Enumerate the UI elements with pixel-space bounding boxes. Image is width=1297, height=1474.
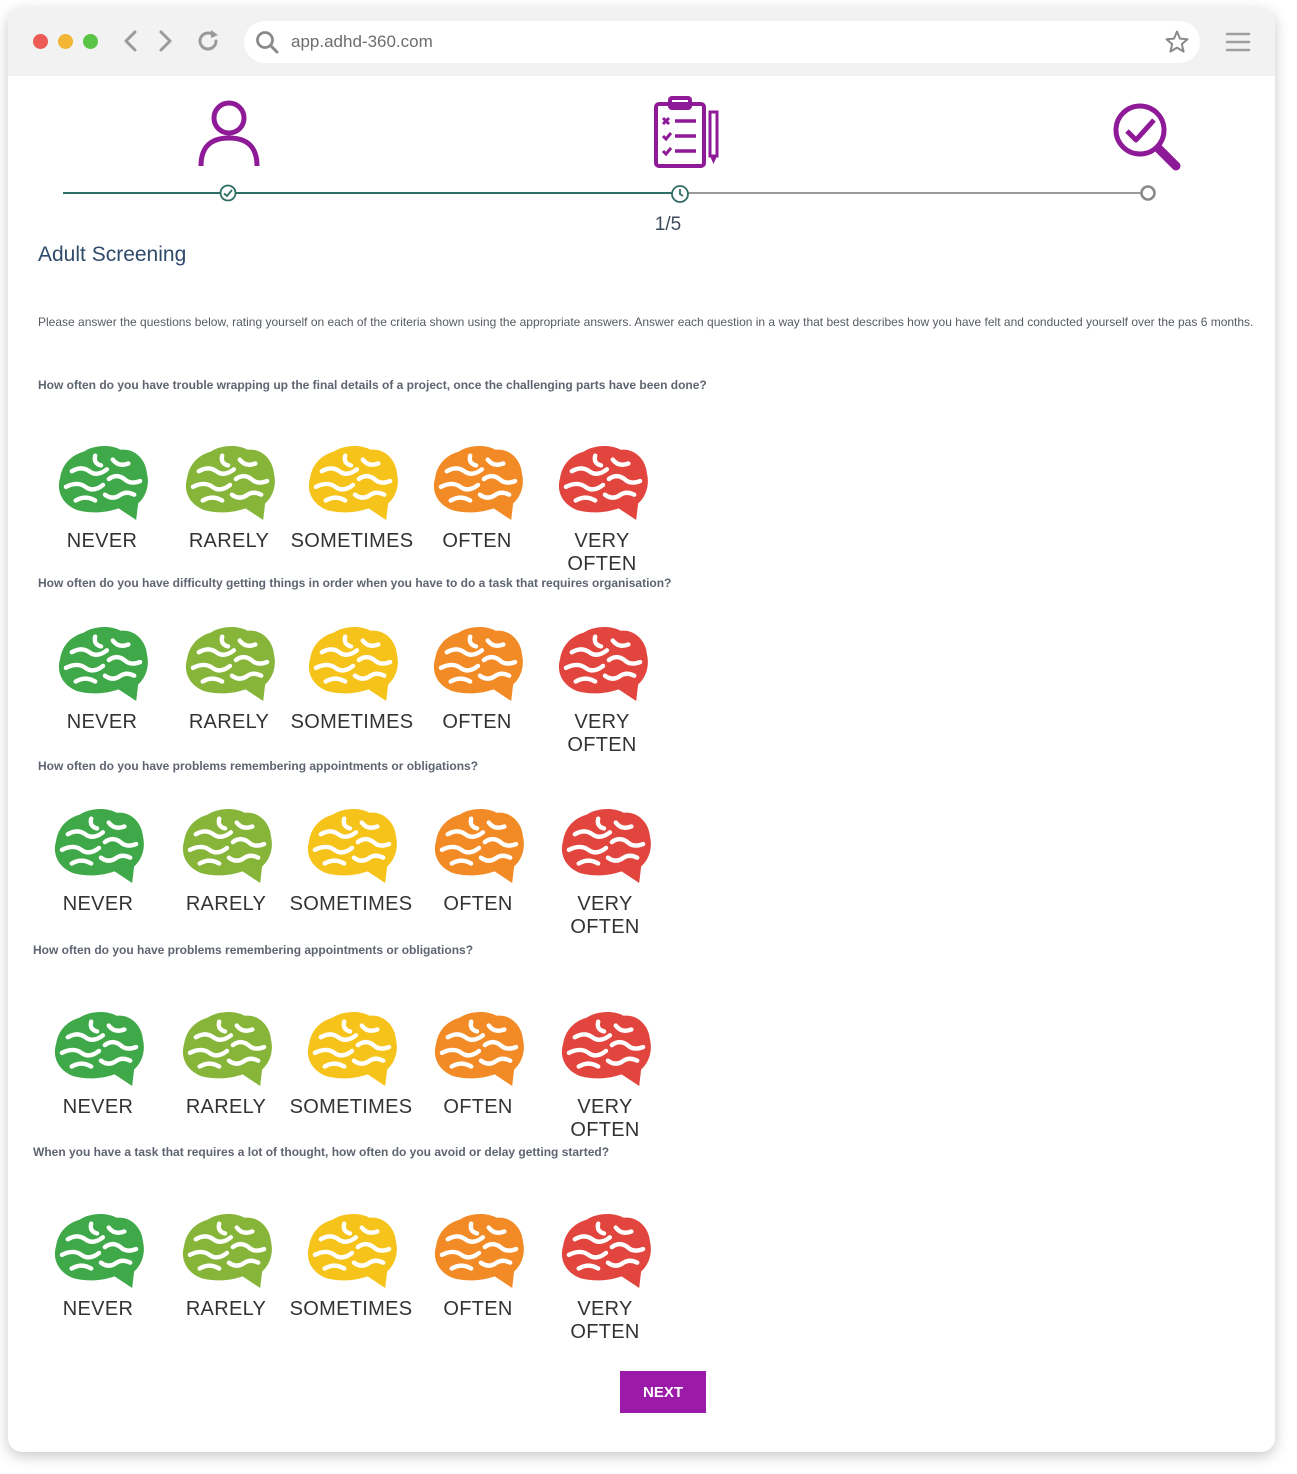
answer-option-rarely[interactable] xyxy=(161,805,291,925)
next-button[interactable]: NEXT xyxy=(620,1371,706,1413)
magnifier-check-icon xyxy=(1108,98,1184,174)
answer-option-often[interactable] xyxy=(413,805,543,925)
brain-icon xyxy=(304,1008,400,1088)
answer-option-label: VERY OFTEN xyxy=(567,530,637,575)
answer-option-label: OFTEN xyxy=(443,893,513,915)
brain-icon xyxy=(305,623,401,703)
answer-option-label: SOMETIMES xyxy=(290,711,414,733)
answer-option-rarely[interactable] xyxy=(164,442,294,562)
minimize-window-button[interactable] xyxy=(58,34,73,49)
brain-icon xyxy=(430,623,526,703)
answer-option-label: RARELY xyxy=(185,893,267,915)
brain-icon xyxy=(304,805,400,885)
answer-option-often[interactable] xyxy=(413,1008,543,1128)
answer-option-label: NEVER xyxy=(66,711,138,733)
answer-option-rarely[interactable] xyxy=(164,623,294,743)
answer-option-label: VERY OFTEN xyxy=(567,711,637,756)
answer-option-label: RARELY xyxy=(185,1298,267,1320)
answer-option-label: NEVER xyxy=(66,530,138,552)
brain-icon xyxy=(558,805,654,885)
brain-icon xyxy=(51,805,147,885)
brain-icon xyxy=(55,623,151,703)
answer-option-often[interactable] xyxy=(412,442,542,562)
answer-option-label: OFTEN xyxy=(443,1298,513,1320)
maximize-window-button[interactable] xyxy=(83,34,98,49)
reload-icon[interactable] xyxy=(193,26,223,56)
question-text: How often do you have difficulty getting things in order when you have to do a task that requires organisation? xyxy=(38,576,672,590)
brain-icon xyxy=(179,1210,275,1290)
answer-option-rarely[interactable] xyxy=(161,1210,291,1330)
question-text: How often do you have problems remembering appointments or obligations? xyxy=(33,943,474,957)
progress-track-pending xyxy=(680,192,1148,194)
answer-option-sometimes[interactable] xyxy=(286,1210,416,1330)
answer-option-very-often[interactable] xyxy=(540,1008,670,1141)
question-text: When you have a task that requires a lot of thought, how often do you avoid or delay getting started? xyxy=(33,1145,610,1159)
answer-option-very-often[interactable] xyxy=(537,442,667,575)
answer-option-label: SOMETIMES xyxy=(289,1096,413,1118)
answer-option-never[interactable] xyxy=(33,1008,163,1128)
brain-icon xyxy=(304,1210,400,1290)
step-done-check-icon xyxy=(219,184,237,202)
step-pending-circle-icon xyxy=(1139,184,1157,202)
brain-icon xyxy=(558,1008,654,1088)
brain-icon xyxy=(431,805,527,885)
answer-option-label: NEVER xyxy=(62,893,134,915)
brain-icon xyxy=(430,442,526,522)
brain-icon xyxy=(179,805,275,885)
answer-option-sometimes[interactable] xyxy=(286,1008,416,1128)
brain-icon xyxy=(51,1210,147,1290)
brain-icon xyxy=(558,1210,654,1290)
step-current-clock-icon xyxy=(670,184,690,204)
answer-option-often[interactable] xyxy=(412,623,542,743)
answer-option-label: RARELY xyxy=(185,1096,267,1118)
answer-option-rarely[interactable] xyxy=(161,1008,291,1128)
brain-icon xyxy=(431,1210,527,1290)
answer-option-very-often[interactable] xyxy=(540,805,670,938)
brain-icon xyxy=(51,1008,147,1088)
answer-option-label: NEVER xyxy=(62,1298,134,1320)
answer-option-label: VERY OFTEN xyxy=(570,1298,640,1343)
url-text: app.adhd-360.com xyxy=(291,32,433,51)
brain-icon xyxy=(55,442,151,522)
page-content xyxy=(8,76,1275,1452)
question-text: How often do you have trouble wrapping up the final details of a project, once the challenging parts have been done? xyxy=(38,378,707,392)
forward-icon[interactable] xyxy=(150,26,180,56)
answer-option-never[interactable] xyxy=(33,805,163,925)
answer-option-label: VERY OFTEN xyxy=(570,893,640,938)
question-text: How often do you have problems remembering appointments or obligations? xyxy=(38,759,479,773)
answer-option-sometimes[interactable] xyxy=(287,623,417,743)
browser-window xyxy=(8,8,1275,1452)
instructions-text: Please answer the questions below, rating yourself on each of the criteria shown using the appropriate answers. Answer each question in a way that best describes how you have felt and conducted yourself over the pas 6 months. xyxy=(38,315,1254,329)
brain-icon xyxy=(431,1008,527,1088)
answer-option-label: NEVER xyxy=(62,1096,134,1118)
browser-toolbar xyxy=(8,8,1275,76)
answer-option-label: RARELY xyxy=(188,711,270,733)
brain-icon xyxy=(179,1008,275,1088)
brain-icon xyxy=(555,623,651,703)
answer-option-very-often[interactable] xyxy=(537,623,667,756)
answer-option-label: SOMETIMES xyxy=(289,893,413,915)
answer-option-very-often[interactable] xyxy=(540,1210,670,1343)
answer-option-sometimes[interactable] xyxy=(287,442,417,562)
clipboard-checklist-icon xyxy=(648,94,720,172)
answer-option-label: OFTEN xyxy=(443,1096,513,1118)
answer-option-never[interactable] xyxy=(33,1210,163,1330)
answer-option-label: OFTEN xyxy=(442,530,512,552)
bookmark-star-icon[interactable] xyxy=(1164,29,1190,55)
user-profile-icon xyxy=(194,96,264,168)
page-title: Adult Screening xyxy=(38,243,187,266)
answer-option-never[interactable] xyxy=(37,442,167,562)
answer-option-never[interactable] xyxy=(37,623,167,743)
brain-icon xyxy=(555,442,651,522)
brain-icon xyxy=(305,442,401,522)
answer-option-label: SOMETIMES xyxy=(289,1298,413,1320)
brain-icon xyxy=(182,623,278,703)
menu-icon[interactable] xyxy=(1224,28,1252,56)
search-icon xyxy=(254,29,280,55)
back-icon[interactable] xyxy=(116,26,146,56)
answer-option-label: SOMETIMES xyxy=(290,530,414,552)
answer-option-often[interactable] xyxy=(413,1210,543,1330)
step-counter: 1/5 xyxy=(654,214,682,235)
progress-track-completed xyxy=(63,192,680,194)
address-bar[interactable] xyxy=(244,21,1200,63)
close-window-button[interactable] xyxy=(33,34,48,49)
answer-option-label: OFTEN xyxy=(442,711,512,733)
answer-option-sometimes[interactable] xyxy=(286,805,416,925)
answer-option-label: VERY OFTEN xyxy=(570,1096,640,1141)
brain-icon xyxy=(182,442,278,522)
answer-option-label: RARELY xyxy=(188,530,270,552)
